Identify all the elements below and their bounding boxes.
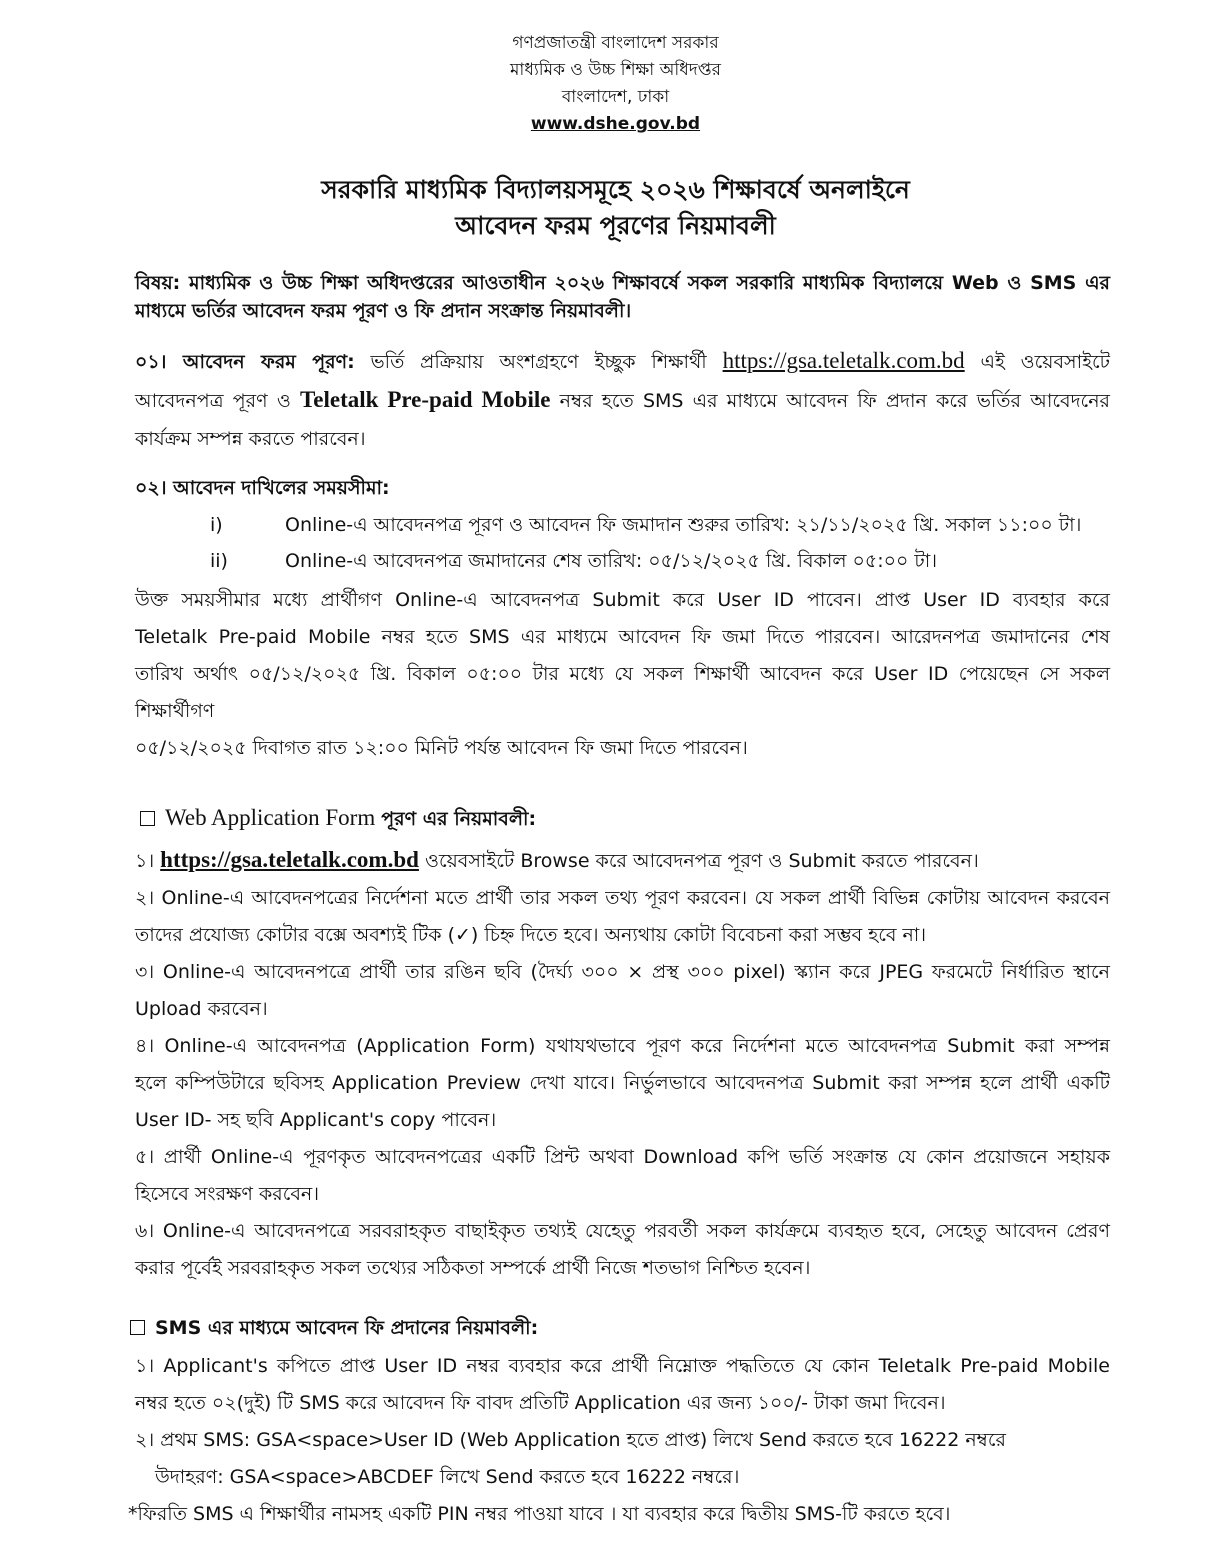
section1-text: এই ওয়েবসাইটে [980, 351, 1110, 373]
item-number: ১। [135, 850, 155, 872]
document-title-line2: আবেদন ফরম পূরণের নিয়মাবলী [455, 211, 776, 240]
web-rules-heading [135, 796, 1110, 841]
sms-note: *ফিরতি SMS এ শিক্ষার্থীর নামসহ একটি PIN নম্বর পাওয়া যাবে । যা ব্যবহার করে দ্বিতীয় SMS-টি করতে হবে। [128, 1503, 951, 1525]
sms-rule-1: নম্বর হতে ০২(দুই) টি SMS করে আবেদন ফি বাবদ প্রতিটি Application এর জন্য ১০০/- টাকা জমা দিবেন। [135, 1392, 946, 1414]
govt-name: গণপ্রজাতন্ত্রী বাংলাদেশ সরকার [512, 33, 719, 53]
checkbox-bullet-icon [130, 1320, 145, 1335]
date-item [135, 507, 1110, 543]
section1-text: ভর্তি প্রক্রিয়ায় অংশগ্রহণে ইচ্ছুক শিক্ষার্থী [370, 351, 707, 373]
sms-example: উদাহরণ: GSA<space>ABCDEF লিখে Send করতে হবে 16222 নম্বরে। [155, 1466, 740, 1488]
paragraph-line: উক্ত সময়সীমার মধ্যে প্রার্থীগণ Online-এ আবেদনপত্র Submit করে User ID পাবেন। প্রাপ্ত User ID ব্যবহার করে [135, 589, 1110, 611]
web-rule-6: করার পূর্বেই সরবরাহকৃত সকল তথ্যের সঠিকতা সম্পর্কে প্রার্থী নিজে শতভাগ নিশ্চিত হবেন। [135, 1257, 811, 1279]
date-item [135, 543, 1110, 579]
section1-heading: ০১। আবেদন ফরম পূরণ: [135, 351, 355, 373]
date-item-marker: i) [210, 514, 223, 536]
heading-text: SMS এর মাধ্যমে আবেদন ফি প্রদানের নিয়মাবলী: [155, 1317, 539, 1339]
section1-line3: কার্যক্রম সম্পন্ন করতে পারবেন। [135, 428, 366, 450]
date-item-marker: ii) [210, 550, 228, 572]
item-text: ওয়েবসাইটে Browse করে আবেদনপত্র পূরণ ও Submit করতে পারবেন। [424, 850, 979, 872]
web-rule-4: হলে কম্পিউটারে ছবিসহ Application Preview দেখা যাবে। নির্ভুলভাবে আবেদনপত্র Submit করা সম্পন্ন হলে প্রার্থী একটি [135, 1072, 1110, 1094]
checkbox-bullet-icon [140, 811, 155, 826]
heading-text: Web Application Form [165, 805, 376, 830]
web-rule-4: ৪। Online-এ আবেদনপত্র (Application Form) যথাযথভাবে পূরণ করে নির্দেশনা মতে আবেদনপত্র Submit করা সম্পন্ন [135, 1035, 1110, 1057]
teletalk-text: Teletalk Pre-paid Mobile [300, 387, 551, 412]
sms-rule-2: ২। প্রথম SMS: GSA<space>User ID (Web Application হতে প্রাপ্ত) লিখে Send করতে হবে 16222 নম্বরে [135, 1429, 1006, 1451]
paragraph-line: Teletalk Pre-paid Mobile নম্বর হতে SMS এর মাধ্যমে আবেদন ফি জমা দিতে পারবেন। আরেদনপত্র জমাদানের শেষ [135, 626, 1110, 648]
section2-heading: ০২। আবেদন দাখিলের সময়সীমা: [135, 477, 390, 499]
section1-text: নম্বর হতে SMS এর মাধ্যমে আবেদন ফি প্রদান করে ভর্তির আবেদনের [559, 390, 1110, 412]
application-url-link[interactable]: https://gsa.teletalk.com.bd [160, 847, 419, 872]
section1-text: আবেদনপত্র পূরণ ও [135, 390, 291, 412]
department-name: মাধ্যমিক ও উচ্চ শিক্ষা অধিদপ্তর [509, 60, 722, 80]
heading-text: পূরণ এর নিয়মাবলী: [381, 808, 537, 830]
web-rule-5: হিসেবে সংরক্ষণ করবেন। [135, 1183, 320, 1205]
paragraph-line: ০৫/১২/২০২৫ দিবাগত রাত ১২:০০ মিনিট পর্যন্ত আবেদন ফি জমা দিতে পারবেন। [135, 737, 748, 759]
web-rule-4: User ID- সহ ছবি Applicant's copy পাবেন। [135, 1109, 497, 1131]
web-rule-5: ৫। প্রার্থী Online-এ পূরণকৃত আবেদনপত্রের একটি প্রিন্ট অথবা Download কপি ভর্তি সংক্রান্ত যে কোন প্রয়োজনে সহায়ক [135, 1146, 1110, 1168]
date-item-start: Online-এ আবেদনপত্র পূরণ ও আবেদন ফি জমাদান শুরুর তারিখ: ২১/১১/২০২৫ খ্রি. সকাল ১১:০০ টা। [285, 514, 1082, 536]
web-rule-3: ৩। Online-এ আবেদনপত্রে প্রার্থী তার রঙিন ছবি (দৈর্ঘ্য ৩০০ × প্রস্থ ৩০০ pixel) স্ক্যান করে JPEG ফরমেটে নির্ধারিত স্থানে [135, 961, 1110, 983]
date-item-end: Online-এ আবেদনপত্র জমাদানের শেষ তারিখ: ০৫/১২/২০২৫ খ্রি. বিকাল ০৫:০০ টা। [285, 550, 938, 572]
web-rule-2: ২। Online-এ আবেদনপত্রের নির্দেশনা মতে প্রার্থী তার সকল তথ্য পূরণ করবেন। যে সকল প্রার্থী বিভিন্ন কোটায় আবেদন করবেন [135, 887, 1110, 909]
website-link[interactable]: www.dshe.gov.bd [530, 114, 701, 134]
web-rule-1 [135, 841, 1110, 880]
web-rule-3: Upload করবেন। [135, 998, 268, 1020]
subject-line1: বিষয়: মাধ্যমিক ও উচ্চ শিক্ষা অধিদপ্তরের আওতাধীন ২০২৬ শিক্ষাবর্ষে সকল সরকারি মাধ্যমিক বিদ্যালয়ে Web ও SMS এর [135, 272, 1110, 294]
subject-line2: মাধ্যমে ভর্তির আবেদন ফরম পূরণ ও ফি প্রদান সংক্রান্ত নিয়মাবলী। [135, 300, 632, 322]
section1-line2 [135, 381, 1110, 420]
document-title-line1: সরকারি মাধ্যমিক বিদ্যালয়সমূহে ২০২৬ শিক্ষাবর্ষে অনলাইনে [321, 175, 910, 204]
paragraph-line: তারিখ অর্থাৎ ০৫/১২/২০২৫ খ্রি. বিকাল ০৫:০০ টার মধ্যে যে সকল শিক্ষার্থী আবেদন করে User ID পেয়েছেন সে সকল শিক্ষার্থীগণ [135, 663, 1110, 722]
web-rule-2: তাদের প্রযোজ্য কোটার বক্সে অবশ্যই টিক (✓) চিহ্ন দিতে হবে। অন্যথায় কোটা বিবেচনা করা সম্ভব হবে না। [135, 924, 927, 946]
application-url-link[interactable]: https://gsa.teletalk.com.bd [722, 348, 965, 373]
location: বাংলাদেশ, ঢাকা [561, 87, 670, 107]
section1-line1 [135, 342, 1110, 381]
web-rule-6: ৬। Online-এ আবেদনপত্রে সরবরাহকৃত বাছাইকৃত তথ্যই যেহেতু পরবর্তী সকল কার্যক্রমে ব্যবহৃত হবে, সেহেতু আবেদন প্রেরণ [135, 1220, 1110, 1242]
sms-rules-heading [130, 1308, 1110, 1348]
document-header [135, 30, 1110, 138]
sms-rule-1: ১। Applicant's কপিতে প্রাপ্ত User ID নম্বর ব্যবহার করে প্রার্থী নিম্নোক্ত পদ্ধতিতে যে কোন Teletalk Pre-paid Mobile [135, 1355, 1110, 1377]
